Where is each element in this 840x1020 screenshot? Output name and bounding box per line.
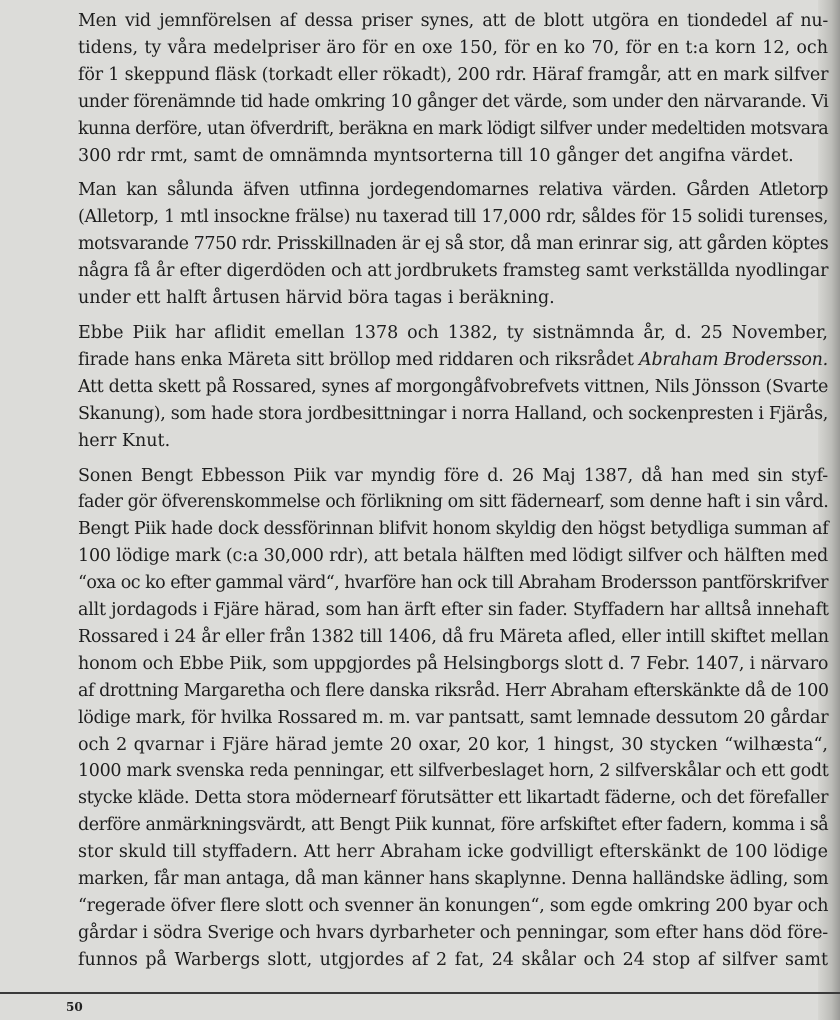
text-line: gårdar i södra Sverige och hvars dyrbarheter och penningar, som efter hans död före- [78,922,828,943]
text-line: marken, får man antaga, då man känner hans skaplynne. Denna halländske ädling, som [78,869,829,890]
text-line: tidens, ty våra medelpriser äro för en oxe 150, för en ko 70, för en t:a korn 12, och [78,37,828,58]
text-line: “oxa oc ko efter gammal värd“, hvarföre han ock till Abraham Brodersson pantförskrifver [78,573,828,594]
paragraph-1 [34,8,828,169]
body-text [34,8,828,982]
text-line: fader gör öfverenskommelse och förlikning om sitt fädernearf, som denne haft i sin vård. [78,492,829,513]
text-line: för 1 skeppund fläsk (torkadt eller rökadt), 200 rdr. Häraf framgår, att en mark silfver [78,64,829,85]
footer-rule [0,992,840,994]
text-line: “regerade öfver flere slott och svenner än konungen“, som egde omkring 200 byar och [78,896,829,916]
text-line: af drottning Margaretha och flere danska riksråd. Herr Abraham efterskänkte då de 100 [78,680,829,701]
paragraph-2 [34,177,828,312]
text-line: under ett halft årtusen härvid böra tagas i beräkning. [78,288,555,309]
text-line: herr Knut. [78,430,171,451]
text-line: Sonen Bengt Ebbesson Piik var myndig före d. 26 Maj 1387, då han med sin styf- [78,465,828,486]
text-line: honom och Ebbe Piik, som uppgjordes på Helsingborgs slott d. 7 Febr. 1407, i närvaro [78,653,829,674]
text-line: några få år efter digerdöden och att jordbrukets framsteg samt verkställda nyodlingar [78,261,829,282]
text-line: motsvarande 7750 rdr. Prisskillnaden är ej så stor, då man erinrar sig, att gården köptes [78,234,829,255]
paragraph-3 [34,320,828,455]
text-line: Rossared i 24 år eller från 1382 till 1406, då fru Märeta afled, eller intill skiftet mellan [78,626,829,647]
text-line: kunna derföre, utan öfverdrift, beräkna en mark lödigt silfver under medeltiden motsvara [78,118,829,139]
text-line: och 2 qvarnar i Fjäre härad jemte 20 oxar, 20 kor, 1 hingst, 30 stycken “wilhæsta“, [78,734,828,755]
text-line: stor skuld till styffadern. Att herr Abraham icke godvilligt efterskänkt de 100 lödige [78,842,828,863]
text-line: stycke kläde. Detta stora mödernearf förutsätter ett likartadt fäderne, och det förefaller [78,788,829,809]
text-segment: firade hans enka Märeta sitt bröllop med riddaren och riksrådet [78,349,640,370]
text-line: 100 lödige mark (c:a 30,000 rdr), att betala hälften med lödigt silfver och hälften med [78,546,829,567]
text-line: Men vid jemnförelsen af dessa priser synes, att de blott utgöra en tiondedel af nu- [78,11,828,31]
page-number: 50 [66,1000,83,1014]
text-line: 300 rdr rmt, samt de omnämnda myntsorterna till 10 gånger det angifna värdet. [78,145,794,166]
text-line [34,347,828,374]
text-line: Att detta skett på Rossared, synes af morgongåfvobrefvets vittnen, Nils Jönsson (Svarte [78,376,828,397]
text-line: under förenämnde tid hade omkring 10 gånger det värde, som under den närvarande. Vi [78,91,829,112]
text-line: (Alletorp, 1 mtl insockne frälse) nu taxerad till 17,000 rdr, såldes för 15 solidi turenses, [78,207,829,228]
italic-name: Abraham Brodersson. [639,349,828,370]
text-line: Skanung), som hade stora jordbesittningar i norra Halland, och sockenpresten i Fjärås, [78,403,828,424]
text-line: lödige mark, för hvilka Rossared m. m. var pantsatt, samt lemnade dessutom 20 gårdar [78,707,829,728]
text-line: allt jordagods i Fjäre härad, som han ärft efter sin fader. Styffadern har alltså innehaft [78,600,829,621]
text-line: Ebbe Piik har aflidit emellan 1378 och 1382, ty sistnämnda år, d. 25 November, [78,322,828,343]
text-line: 1000 mark svenska reda penningar, ett silfverbeslaget horn, 2 silfverskålar och ett godt [78,761,829,782]
text-line: funnos på Warbergs slott, utgjordes af 2 fat, 24 skålar och 24 stop af silfver samt [78,949,828,970]
paragraph-4 [34,463,828,974]
text-line: Man kan sålunda äfven utfinna jordegendomarnes relativa värden. Gården Atletorp [78,180,828,201]
text-line: Bengt Piik hade dock dessförinnan blifvit honom skyldig den högst betydliga summan af [78,519,829,540]
text-line: derföre anmärkningsvärdt, att Bengt Piik kunnat, före arfskiftet efter fadern, komma i så [78,815,829,836]
